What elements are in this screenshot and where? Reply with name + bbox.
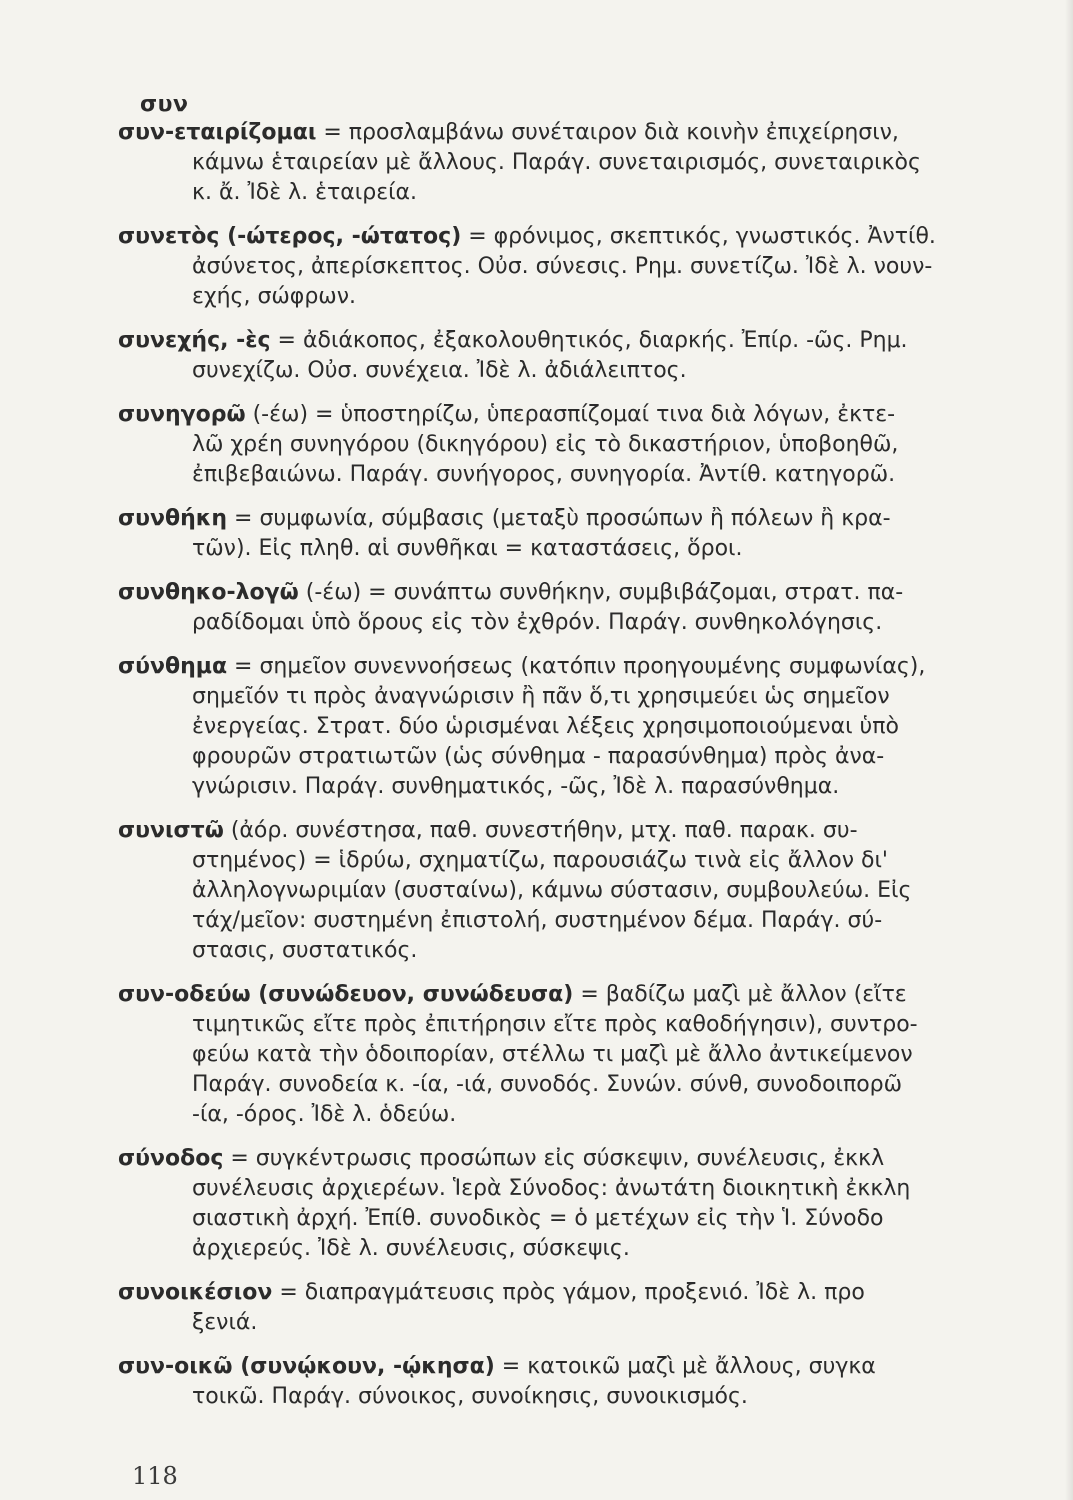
- entry-text: συνεχίζω. Οὐσ. συνέχεια. Ἰδὲ λ. ἀδιάλειπτος.: [192, 358, 687, 383]
- entry-text: ἀσύνετος, ἀπερίσκεπτος. Οὐσ. σύνεσις. Ρημ. συνετίζω. Ἰδὲ λ. νουν-: [192, 254, 933, 279]
- entry-continuation-line: [118, 534, 1066, 564]
- entry-text: σιαστικὴ ἀρχή. Ἐπίθ. συνοδικὸς = ὁ μετέχων εἰς τὴν Ἱ. Σύνοδο: [192, 1206, 884, 1231]
- entry-continuation-line: [118, 430, 1066, 460]
- page-edge-shadow: [1065, 0, 1073, 1500]
- entry-headword: συνηγορῶ: [118, 402, 246, 427]
- entry-first-line: [118, 326, 1066, 356]
- entry-headword: συνοικέσιον: [118, 1280, 273, 1305]
- entry-text: = σημεῖον συνεννοήσεως (κατόπιν προηγουμένης συμφωνίας),: [227, 654, 926, 679]
- entry-text: = συγκέντρωσις προσώπων εἰς σύσκεψιν, συνέλευσις, ἐκκλ: [223, 1146, 885, 1171]
- entry-text: = κατοικῶ μαζὶ μὲ ἄλλους, συγκα: [494, 1354, 876, 1379]
- dictionary-entry: [118, 1278, 1066, 1338]
- entry-text: γνώρισιν. Παράγ. συνθηματικός, -ῶς, Ἰδὲ λ. παρασύνθημα.: [192, 774, 840, 799]
- entry-continuation-line: [118, 1382, 1066, 1412]
- entry-continuation-line: [118, 772, 1066, 802]
- entry-text: κάμνω ἑταιρείαν μὲ ἄλλους. Παράγ. συνεταιρισμός, συνεταιρικὸς: [192, 150, 921, 175]
- entry-headword: συνθήκη: [118, 506, 228, 531]
- entry-text: = ἀδιάκοπος, ἐξακολουθητικός, διαρκής. Ἐπίρ. -ῶς. Ρημ.: [270, 328, 908, 353]
- entry-headword: συν-οδεύω (συνώδευον, συνώδευσα): [118, 982, 574, 1007]
- entry-headword: συν-εταιρίζομαι: [118, 120, 317, 145]
- dictionary-entry: [118, 980, 1066, 1130]
- entry-text: φεύω κατὰ τὴν ὁδοιπορίαν, στέλλω τι μαζὶ μὲ ἄλλο ἀντικείμενον: [192, 1042, 913, 1067]
- entry-headword: συν-οικῶ (συνῴκουν, -ῴκησα): [118, 1354, 495, 1379]
- entry-text: σημεῖόν τι πρὸς ἀναγνώρισιν ἢ πᾶν ὅ,τι χρησιμεύει ὡς σημεῖον: [192, 684, 890, 709]
- entry-continuation-line: [118, 356, 1066, 386]
- dictionary-entry: [118, 118, 1066, 208]
- entry-continuation-line: [118, 282, 1066, 312]
- page-number: 118: [132, 1462, 178, 1490]
- entry-first-line: [118, 1278, 1066, 1308]
- entry-text: (-έω) = ὑποστηρίζω, ὑπερασπίζομαί τινα διὰ λόγων, ἐκτε-: [245, 402, 896, 427]
- entry-continuation-line: [118, 1100, 1066, 1130]
- entry-text: τῶν). Εἰς πληθ. αἱ συνθῆκαι = καταστάσεις, ὅροι.: [192, 536, 743, 561]
- entry-first-line: [118, 400, 1066, 430]
- entry-text: ἀλληλογνωριμίαν (συσταίνω), κάμνω σύστασιν, συμβουλεύω. Εἰς: [192, 878, 912, 903]
- entry-continuation-line: [118, 1010, 1066, 1040]
- entry-first-line: [118, 816, 1066, 846]
- entry-continuation-line: [118, 906, 1066, 936]
- entry-continuation-line: [118, 178, 1066, 208]
- entry-continuation-line: [118, 1070, 1066, 1100]
- entry-continuation-line: [118, 712, 1066, 742]
- dictionary-entry: [118, 1352, 1066, 1412]
- entry-first-line: [118, 222, 1066, 252]
- entry-text: κ. ἄ. Ἰδὲ λ. ἑταιρεία.: [192, 180, 418, 205]
- entry-continuation-line: [118, 252, 1066, 282]
- entry-continuation-line: [118, 1234, 1066, 1264]
- entry-continuation-line: [118, 1040, 1066, 1070]
- entry-text: στημένος) = ἱδρύω, σχηματίζω, παρουσιάζω τινὰ εἰς ἄλλον δι': [192, 848, 888, 873]
- entry-text: (-έω) = συνάπτω συνθήκην, συμβιβάζομαι, στρατ. πα-: [298, 580, 904, 605]
- entry-continuation-line: [118, 1174, 1066, 1204]
- entry-text: -ία, -όρος. Ἰδὲ λ. ὁδεύω.: [192, 1102, 457, 1127]
- entry-continuation-line: [118, 460, 1066, 490]
- entry-first-line: [118, 1352, 1066, 1382]
- entry-first-line: [118, 118, 1066, 148]
- dictionary-entry: [118, 1144, 1066, 1264]
- entry-headword: συνθηκο-λογῶ: [118, 580, 299, 605]
- entry-continuation-line: [118, 846, 1066, 876]
- dictionary-entry: [118, 504, 1066, 564]
- entry-first-line: [118, 980, 1066, 1010]
- entry-text: λῶ χρέη συνηγόρου (δικηγόρου) εἰς τὸ δικαστήριον, ὑποβοηθῶ,: [192, 432, 899, 457]
- entry-continuation-line: [118, 742, 1066, 772]
- dictionary-entry: [118, 816, 1066, 966]
- entry-headword: συνεχής, -ὲς: [118, 328, 271, 353]
- entry-headword: συνετὸς (-ώτερος, -ώτατος): [118, 224, 462, 249]
- entry-text: στασις, συστατικός.: [192, 938, 418, 963]
- entry-text: (ἀόρ. συνέστησα, παθ. συνεστήθην, μτχ. παθ. παρακ. συ-: [223, 818, 858, 843]
- entry-headword: σύνοδος: [118, 1146, 224, 1171]
- entry-text: εχής, σώφρων.: [192, 284, 356, 309]
- entry-text: τοικῶ. Παράγ. σύνοικος, συνοίκησις, συνοικισμός.: [192, 1384, 748, 1409]
- entry-text: = συμφωνία, σύμβασις (μεταξὺ προσώπων ἢ πόλεων ἢ κρα-: [227, 506, 891, 531]
- entry-text: ξενιά.: [192, 1310, 258, 1335]
- entry-continuation-line: [118, 682, 1066, 712]
- dictionary-entry: [118, 578, 1066, 638]
- entry-text: = φρόνιμος, σκεπτικός, γνωστικός. Ἀντίθ.: [461, 224, 936, 249]
- entry-text: τιμητικῶς εἴτε πρὸς ἐπιτήρησιν εἴτε πρὸς καθοδήγησιν), συντρο-: [192, 1012, 918, 1037]
- entry-text: ραδίδομαι ὑπὸ ὅρους εἰς τὸν ἐχθρόν. Παράγ. συνθηκολόγησις.: [192, 610, 883, 635]
- dictionary-entry: [118, 652, 1066, 802]
- entry-text: ἐνεργείας. Στρατ. δύο ὡρισμέναι λέξεις χρησιμοποιούμεναι ὑπὸ: [192, 714, 899, 739]
- entry-text: Παράγ. συνοδεία κ. -ία, -ιά, συνοδός. Συνών. σύνθ, συνοδοιπορῶ: [192, 1072, 903, 1097]
- dictionary-entry: [118, 400, 1066, 490]
- entry-continuation-line: [118, 1308, 1066, 1338]
- entry-first-line: [118, 578, 1066, 608]
- entries-list: [118, 118, 1066, 1426]
- entry-continuation-line: [118, 876, 1066, 906]
- entry-headword: συνιστῶ: [118, 818, 224, 843]
- entry-first-line: [118, 1144, 1066, 1174]
- entry-first-line: [118, 504, 1066, 534]
- entry-text: συνέλευσις ἀρχιερέων. Ἱερὰ Σύνοδος: ἀνωτάτη διοικητικὴ ἐκκλη: [192, 1176, 911, 1201]
- entry-first-line: [118, 652, 1066, 682]
- entry-text: τάχ/μεῖον: συστημένη ἐπιστολή, συστημένον δέμα. Παράγ. σύ-: [192, 908, 883, 933]
- entry-headword: σύνθημα: [118, 654, 228, 679]
- entry-text: ἐπιβεβαιώνω. Παράγ. συνήγορος, συνηγορία. Ἀντίθ. κατηγορῶ.: [192, 462, 896, 487]
- entry-continuation-line: [118, 1204, 1066, 1234]
- entry-text: φρουρῶν στρατιωτῶν (ὡς σύνθημα - παρασύνθημα) πρὸς ἀνα-: [192, 744, 885, 769]
- entry-continuation-line: [118, 148, 1066, 178]
- running-head: συν: [140, 92, 189, 117]
- entry-continuation-line: [118, 608, 1066, 638]
- dictionary-entry: [118, 326, 1066, 386]
- entry-text: = διαπραγμάτευσις πρὸς γάμον, προξενιό. Ἰδὲ λ. προ: [272, 1280, 865, 1305]
- entry-text: ἀρχιερεύς. Ἰδὲ λ. συνέλευσις, σύσκεψις.: [192, 1236, 630, 1261]
- dictionary-entry: [118, 222, 1066, 312]
- entry-text: = βαδίζω μαζὶ μὲ ἄλλον (εἴτε: [573, 982, 907, 1007]
- entry-text: = προσλαμβάνω συνέταιρον διὰ κοινὴν ἐπιχείρησιν,: [316, 120, 899, 145]
- entry-continuation-line: [118, 936, 1066, 966]
